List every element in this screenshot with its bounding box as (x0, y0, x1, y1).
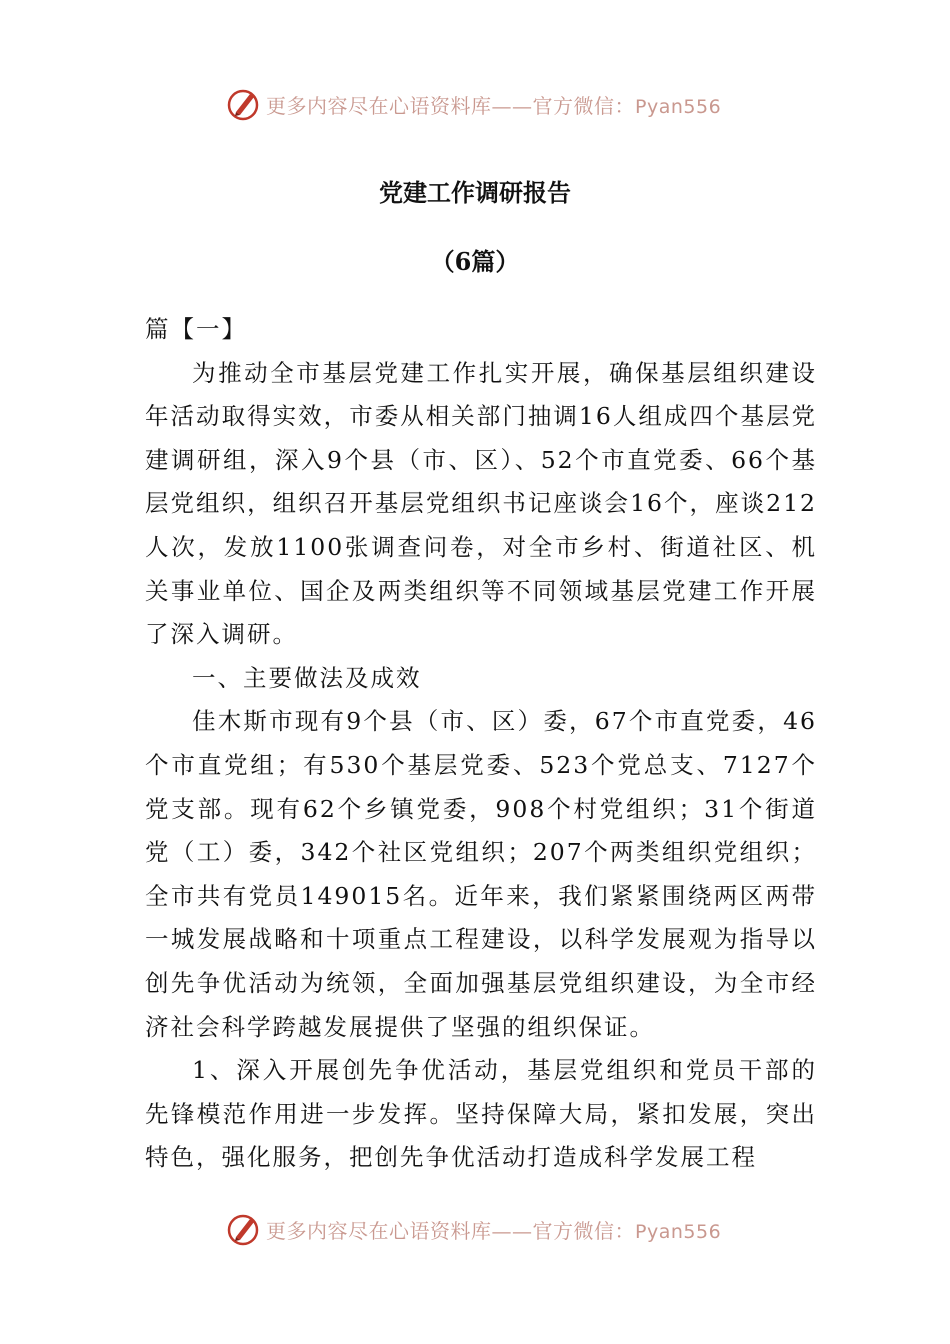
paragraph-heading: 一、主要做法及成效 (192, 663, 422, 692)
section-label: 篇【一】 (145, 315, 247, 343)
banner-text: 更多内容尽在心语资料库——官方微信：Pyan556 (266, 93, 722, 118)
paragraph-intro: 为推动全市基层党建工作扎实开展，确保基层组织建设年活动取得实效，市委从相关部门抽调16人组成四个基层党建调研组，深入9个县（市、区）、52个市直党委、66个基层党组织，组织召开基层党组织书记座谈会16个，座谈212人次，发放1100张调查问卷，对全市乡村、街道社区、机关事业单位、国企及两类组织等不同领域基层党建工作开展了深入调研。 (145, 358, 817, 649)
header-banner (226, 84, 721, 124)
document-title: 党建工作调研报告 (379, 178, 571, 207)
footer-banner (226, 1209, 721, 1249)
banner-wechat-id: Pyan556 (635, 95, 722, 118)
document-subtitle: （6篇） (430, 247, 520, 276)
pen-logo-icon (226, 86, 262, 122)
document-body (145, 308, 817, 1180)
banner-wechat-id: Pyan556 (635, 1220, 722, 1243)
banner-text: 更多内容尽在心语资料库——官方微信：Pyan556 (266, 1218, 722, 1243)
paragraph-item-1: 1、深入开展创先争优活动，基层党组织和党员干部的先锋模范作用进一步发挥。坚持保障大局，紧扣发展，突出特色，强化服务，把创先争优活动打造成科学发展工程 (145, 1056, 817, 1172)
paragraph-overview: 佳木斯市现有9个县（市、区）委，67个市直党委，46个市直党组；有530个基层党委、523个党总支、7127个党支部。现有62个乡镇党委，908个村党组织；31个街道党（工）委，342个社区党组织；207个两类组织党组织；全市共有党员149015名。近年来，我们紧紧围绕两区两带一城发展战略和十项重点工程建设，以科学发展观为指导以创先争优活动为统领，全面加强基层党组织建设，为全市经济社会科学跨越发展提供了坚强的组织保证。 (145, 707, 817, 1041)
pen-logo-icon (226, 1211, 262, 1247)
